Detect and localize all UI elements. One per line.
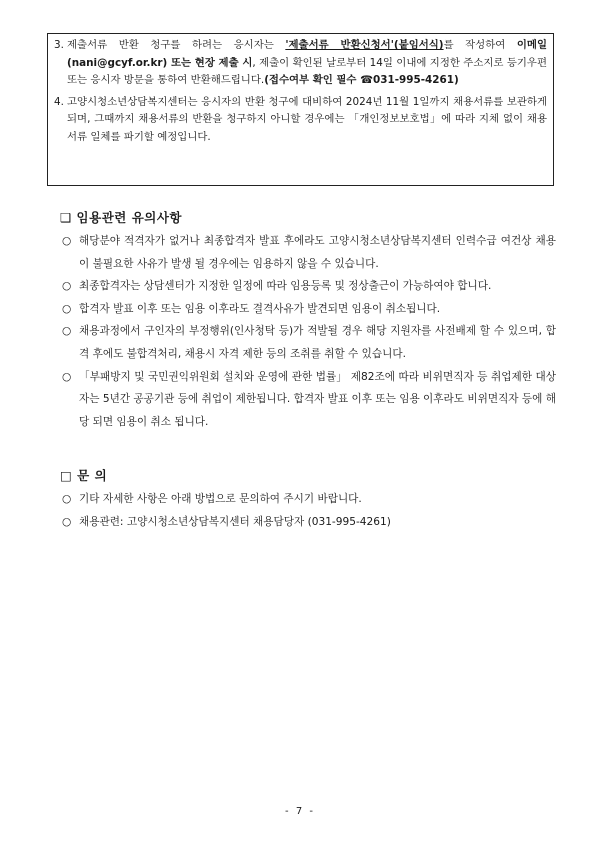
list-item xyxy=(62,298,556,321)
appointment-notes-list xyxy=(62,230,556,433)
list-item xyxy=(62,366,556,434)
list-item xyxy=(62,230,556,275)
list-item-text: 채용과정에서 구인자의 부정행위(인사청탁 등)가 적발될 경우 해당 지원자를 사전배제 할 수 있으며, 합격 후에도 불합격처리, 채용시 자격 제한 등의 조취를 취할 수 있습니다. xyxy=(79,325,556,360)
list-item-text: 해당분야 적격자가 없거나 최종합격자 발표 후에라도 고양시청소년상담복지센터 인력수급 여건상 채용 이 불필요한 사유가 발생 될 경우에는 임용하지 않을 수 있습니다. xyxy=(79,235,556,270)
inquiry-list xyxy=(62,488,556,533)
list-item xyxy=(62,320,556,365)
list-item-text: 합격자 발표 이후 또는 임용 이후라도 결격사유가 발견되면 임용이 취소됩니다. xyxy=(79,302,441,315)
section-title-appointment: ❑ 임용관련 유의사항 xyxy=(60,210,183,225)
list-item xyxy=(62,488,556,511)
text-part: 를 작성하여 xyxy=(443,39,506,51)
list-item-text: 「부패방지 및 국민권익위원회 설치와 운영에 관한 법률」 제82조에 따라 비위면직자 등 취업제한 대상자는 5년간 공공기관 등에 취업이 제한됩니다. 합격자 발표 이후 또는 임용 이후라도 비위면직자 등에 해당 되면 임용이 취소 됩니다. xyxy=(79,370,556,428)
circle-bullet: ○ xyxy=(62,493,72,505)
section-title-inquiry: □ 문 의 xyxy=(60,468,108,483)
circle-bullet: ○ xyxy=(62,325,72,338)
list-item-text: 채용관련: 고양시청소년상담복지센터 채용담당자 (031-995-4261) xyxy=(79,515,391,528)
item-number: 4. xyxy=(54,95,64,108)
circle-bullet: ○ xyxy=(62,370,72,383)
circle-bullet: ○ xyxy=(62,302,72,315)
notice-item-3 xyxy=(54,37,547,90)
text-part: , 제출이 확인된 날로부터 14일 이내에 지정한 주소지로 등기우편 또는 응시자 방문을 통하여 반환해드립니다. xyxy=(67,56,547,87)
notice-item-4 xyxy=(54,94,547,147)
list-item-text: 최종합격자는 상담센터가 지정한 일정에 따라 임용등록 및 정상출근이 가능하여야 합니다. xyxy=(79,280,492,293)
notice-box xyxy=(47,33,554,186)
list-item xyxy=(62,275,556,298)
item-number: 3. xyxy=(54,39,64,51)
form-name: '제출서류 반환신청서'(붙임서식) xyxy=(285,39,444,51)
item-text xyxy=(67,37,547,90)
email-method: 이메일(nani@gcyf.or.kr) 또는 현장 제출 시 xyxy=(67,39,547,69)
item-text: 고양시청소년상담복지센터는 응시자의 반환 청구에 대비하여 2024년 11월 1일까지 채용서류를 보관하게 되며, 그때까지 채용서류의 반환을 청구하지 아니할 경우에는 「개인정보보호법」에 따라 지체 없이 채용서류 일체를 파기할 예정입니다. xyxy=(67,95,547,143)
circle-bullet: ○ xyxy=(62,515,72,528)
page-number: - 7 - xyxy=(285,806,315,817)
list-item xyxy=(62,511,556,534)
text-part: 제출서류 반환 청구를 하려는 응시자는 xyxy=(67,39,286,51)
circle-bullet: ○ xyxy=(62,280,72,293)
circle-bullet: ○ xyxy=(62,235,72,247)
list-item-text: 기타 자세한 사항은 아래 방법으로 문의하여 주시기 바랍니다. xyxy=(79,493,362,505)
confirm-note: (접수여부 확인 필수 ☎031-995-4261) xyxy=(264,74,459,87)
